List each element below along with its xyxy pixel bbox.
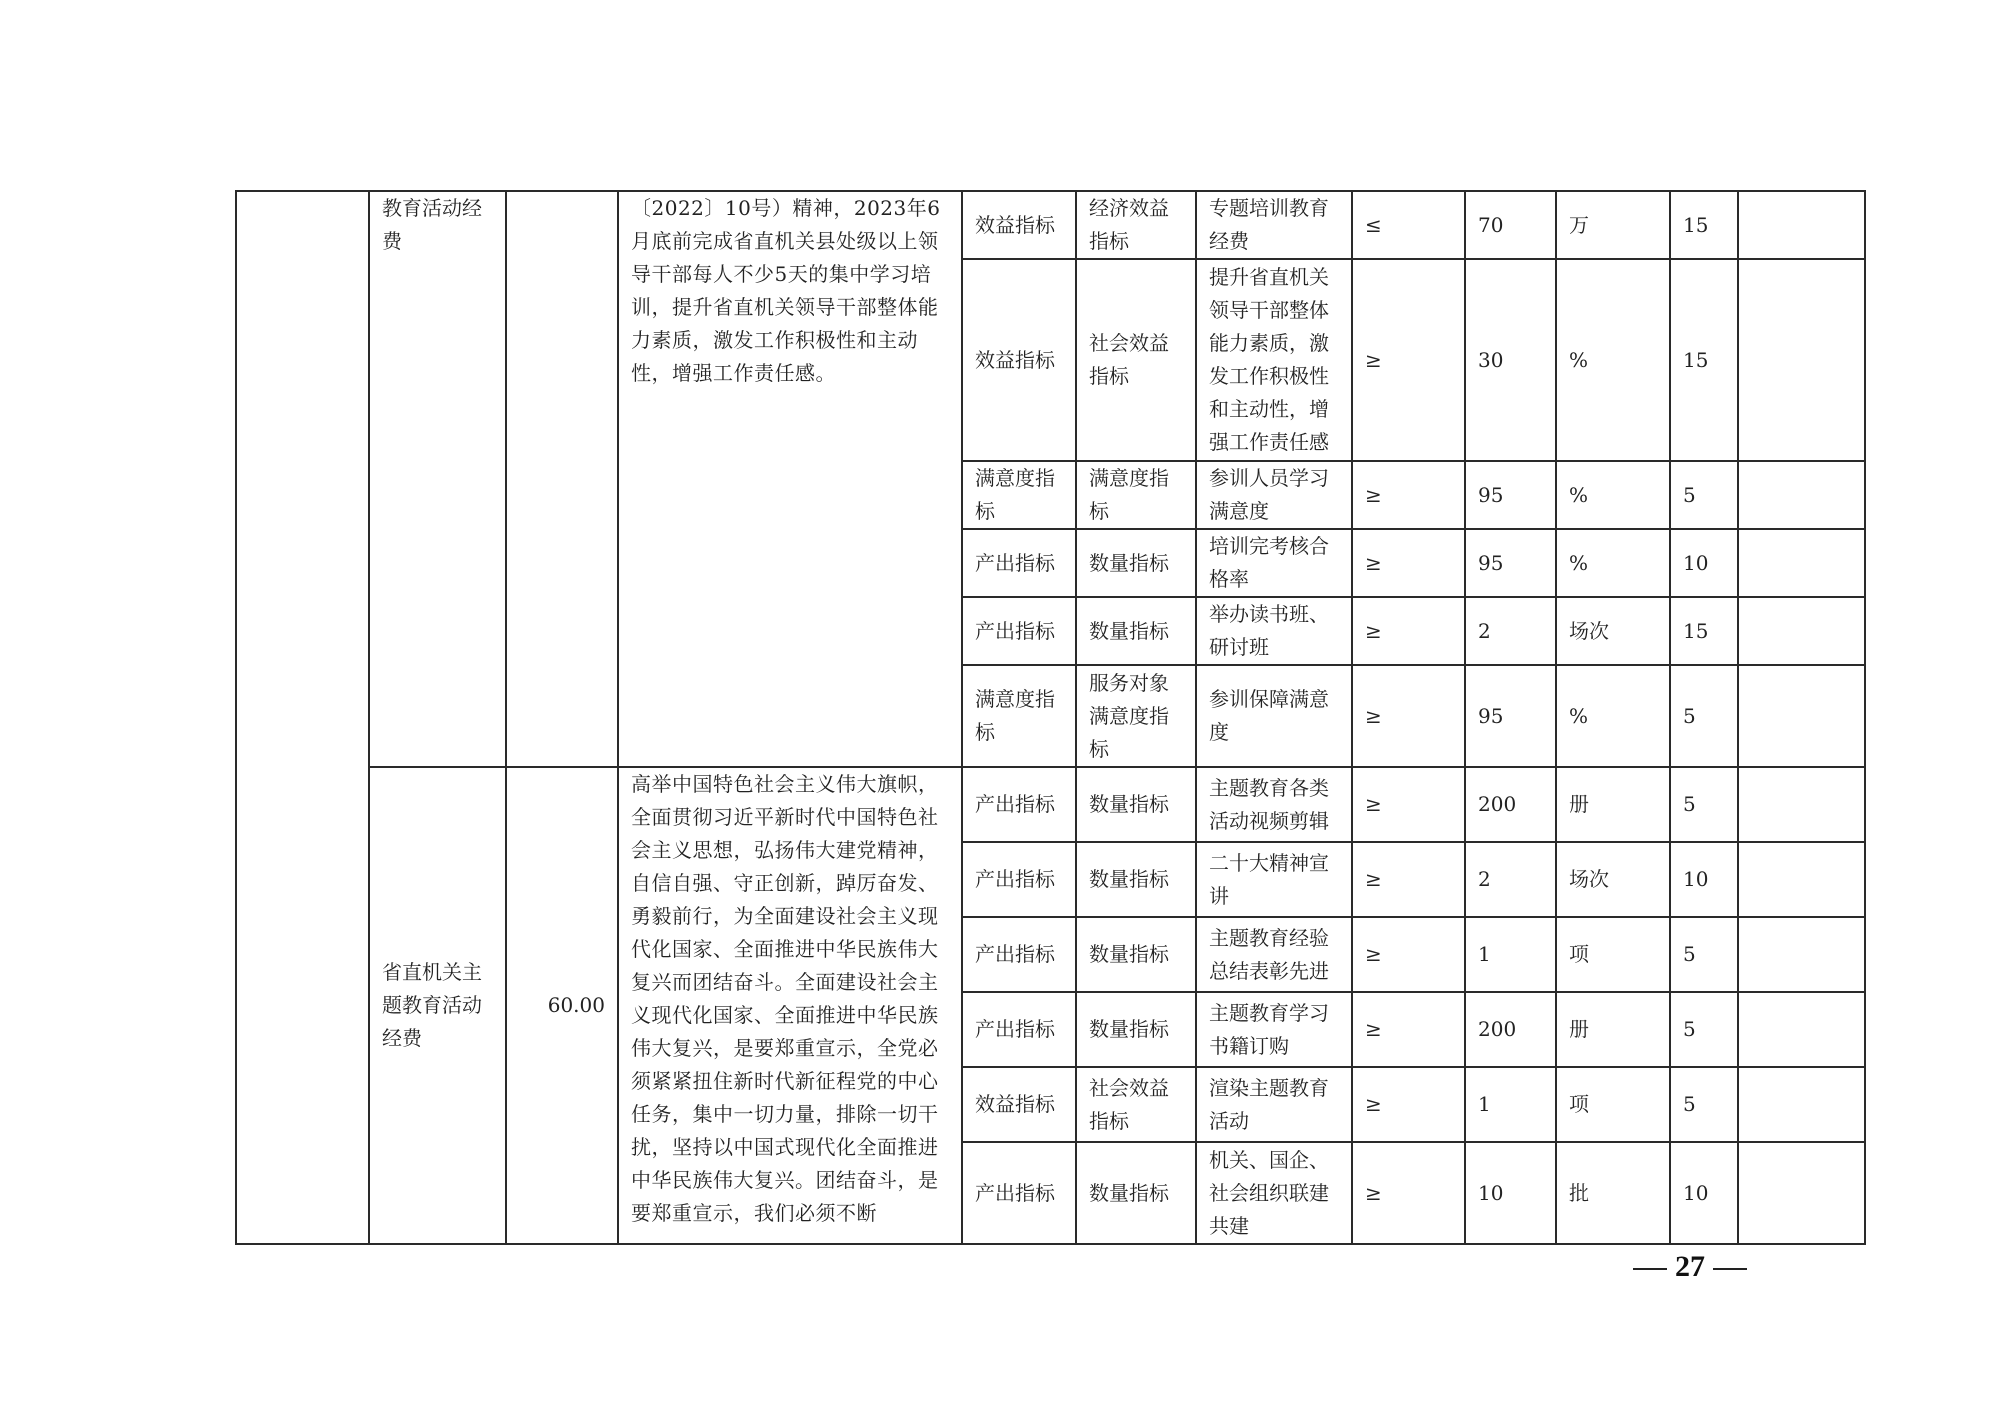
operator-cell: ≥ <box>1352 767 1465 842</box>
unit-cell: % <box>1556 461 1670 529</box>
level1-indicator-cell: 产出指标 <box>962 1142 1076 1244</box>
level1-indicator-cell: 满意度指标 <box>962 461 1076 529</box>
project-name-cell: 省直机关主题教育活动经费 <box>369 767 506 1244</box>
project-amount-cell <box>506 191 618 767</box>
target-value-cell: 95 <box>1465 529 1556 597</box>
level2-indicator-cell: 数量指标 <box>1076 767 1196 842</box>
note-cell <box>1738 461 1865 529</box>
level2-indicator-cell: 经济效益指标 <box>1076 191 1196 259</box>
weight-cell: 5 <box>1670 992 1738 1067</box>
dash-right <box>1713 1268 1747 1270</box>
note-cell <box>1738 529 1865 597</box>
level3-indicator-cell: 提升省直机关领导干部整体能力素质，激发工作积极性和主动性，增强工作责任感 <box>1196 259 1352 461</box>
note-cell <box>1738 917 1865 992</box>
weight-cell: 10 <box>1670 529 1738 597</box>
unit-cell: 项 <box>1556 1067 1670 1142</box>
level3-indicator-cell: 举办读书班、研讨班 <box>1196 597 1352 665</box>
level2-indicator-cell: 数量指标 <box>1076 842 1196 917</box>
weight-cell: 15 <box>1670 191 1738 259</box>
page-number <box>1620 1250 1760 1284</box>
table-row <box>236 191 1865 259</box>
level1-indicator-cell: 产出指标 <box>962 597 1076 665</box>
unit-cell: 册 <box>1556 992 1670 1067</box>
level1-indicator-cell: 产出指标 <box>962 842 1076 917</box>
project-description-cell: 〔2022〕10号）精神，2023年6月底前完成省直机关县处级以上领导干部每人不少5天的集中学习培训，提升省直机关领导干部整体能力素质，激发工作积极性和主动性，增强工作责任感。 <box>618 191 962 767</box>
weight-cell: 15 <box>1670 259 1738 461</box>
weight-cell: 10 <box>1670 1142 1738 1244</box>
unit-cell: 册 <box>1556 767 1670 842</box>
level1-indicator-cell: 产出指标 <box>962 767 1076 842</box>
unit-cell: 场次 <box>1556 597 1670 665</box>
target-value-cell: 95 <box>1465 461 1556 529</box>
level2-indicator-cell: 数量指标 <box>1076 1142 1196 1244</box>
level3-indicator-cell: 专题培训教育经费 <box>1196 191 1352 259</box>
weight-cell: 5 <box>1670 461 1738 529</box>
level2-indicator-cell: 服务对象满意度指标 <box>1076 665 1196 767</box>
level3-indicator-cell: 主题教育各类活动视频剪辑 <box>1196 767 1352 842</box>
project-description-cell: 高举中国特色社会主义伟大旗帜，全面贯彻习近平新时代中国特色社会主义思想，弘扬伟大建党精神，自信自强、守正创新，踔厉奋发、勇毅前行，为全面建设社会主义现代化国家、全面推进中华民族伟大复兴而团结奋斗。全面建设社会主义现代化国家、全面推进中华民族伟大复兴，是要郑重宣示，全党必须紧紧扭住新时代新征程党的中心任务，集中一切力量，排除一切干扰，坚持以中国式现代化全面推进中华民族伟大复兴。团结奋斗，是要郑重宣示，我们必须不断 <box>618 767 962 1244</box>
note-cell <box>1738 1067 1865 1142</box>
operator-cell: ≤ <box>1352 191 1465 259</box>
note-cell <box>1738 191 1865 259</box>
table-row <box>236 767 1865 842</box>
note-cell <box>1738 767 1865 842</box>
operator-cell: ≥ <box>1352 259 1465 461</box>
target-value-cell: 10 <box>1465 1142 1556 1244</box>
project-name-cell: 教育活动经费 <box>369 191 506 767</box>
unit-cell: 万 <box>1556 191 1670 259</box>
operator-cell: ≥ <box>1352 665 1465 767</box>
weight-cell: 5 <box>1670 917 1738 992</box>
level1-indicator-cell: 产出指标 <box>962 529 1076 597</box>
target-value-cell: 2 <box>1465 842 1556 917</box>
performance-table <box>235 190 1866 1245</box>
weight-cell: 15 <box>1670 597 1738 665</box>
level1-indicator-cell: 满意度指标 <box>962 665 1076 767</box>
unit-cell: % <box>1556 529 1670 597</box>
level3-indicator-cell: 参训保障满意度 <box>1196 665 1352 767</box>
level3-indicator-cell: 二十大精神宣讲 <box>1196 842 1352 917</box>
level3-indicator-cell: 渲染主题教育活动 <box>1196 1067 1352 1142</box>
note-cell <box>1738 597 1865 665</box>
level1-indicator-cell: 产出指标 <box>962 992 1076 1067</box>
weight-cell: 5 <box>1670 1067 1738 1142</box>
category-cell <box>236 191 369 1244</box>
level3-indicator-cell: 机关、国企、社会组织联建共建 <box>1196 1142 1352 1244</box>
note-cell <box>1738 1142 1865 1244</box>
note-cell <box>1738 992 1865 1067</box>
level1-indicator-cell: 效益指标 <box>962 1067 1076 1142</box>
target-value-cell: 1 <box>1465 1067 1556 1142</box>
level2-indicator-cell: 数量指标 <box>1076 597 1196 665</box>
level2-indicator-cell: 数量指标 <box>1076 917 1196 992</box>
level2-indicator-cell: 满意度指标 <box>1076 461 1196 529</box>
level2-indicator-cell: 社会效益指标 <box>1076 259 1196 461</box>
operator-cell: ≥ <box>1352 1067 1465 1142</box>
target-value-cell: 30 <box>1465 259 1556 461</box>
level2-indicator-cell: 数量指标 <box>1076 992 1196 1067</box>
unit-cell: % <box>1556 665 1670 767</box>
operator-cell: ≥ <box>1352 992 1465 1067</box>
operator-cell: ≥ <box>1352 597 1465 665</box>
level1-indicator-cell: 效益指标 <box>962 259 1076 461</box>
target-value-cell: 200 <box>1465 992 1556 1067</box>
weight-cell: 10 <box>1670 842 1738 917</box>
level3-indicator-cell: 参训人员学习满意度 <box>1196 461 1352 529</box>
operator-cell: ≥ <box>1352 1142 1465 1244</box>
operator-cell: ≥ <box>1352 461 1465 529</box>
level3-indicator-cell: 培训完考核合格率 <box>1196 529 1352 597</box>
note-cell <box>1738 665 1865 767</box>
level2-indicator-cell: 社会效益指标 <box>1076 1067 1196 1142</box>
dash-left <box>1633 1268 1667 1270</box>
unit-cell: 项 <box>1556 917 1670 992</box>
level3-indicator-cell: 主题教育学习书籍订购 <box>1196 992 1352 1067</box>
target-value-cell: 2 <box>1465 597 1556 665</box>
level2-indicator-cell: 数量指标 <box>1076 529 1196 597</box>
unit-cell: 场次 <box>1556 842 1670 917</box>
page-number-text: 27 <box>1675 1250 1705 1283</box>
operator-cell: ≥ <box>1352 917 1465 992</box>
level3-indicator-cell: 主题教育经验总结表彰先进 <box>1196 917 1352 992</box>
level1-indicator-cell: 效益指标 <box>962 191 1076 259</box>
note-cell <box>1738 842 1865 917</box>
note-cell <box>1738 259 1865 461</box>
target-value-cell: 95 <box>1465 665 1556 767</box>
weight-cell: 5 <box>1670 767 1738 842</box>
project-amount-cell: 60.00 <box>506 767 618 1244</box>
target-value-cell: 200 <box>1465 767 1556 842</box>
unit-cell: % <box>1556 259 1670 461</box>
operator-cell: ≥ <box>1352 842 1465 917</box>
operator-cell: ≥ <box>1352 529 1465 597</box>
target-value-cell: 1 <box>1465 917 1556 992</box>
weight-cell: 5 <box>1670 665 1738 767</box>
level1-indicator-cell: 产出指标 <box>962 917 1076 992</box>
target-value-cell: 70 <box>1465 191 1556 259</box>
unit-cell: 批 <box>1556 1142 1670 1244</box>
